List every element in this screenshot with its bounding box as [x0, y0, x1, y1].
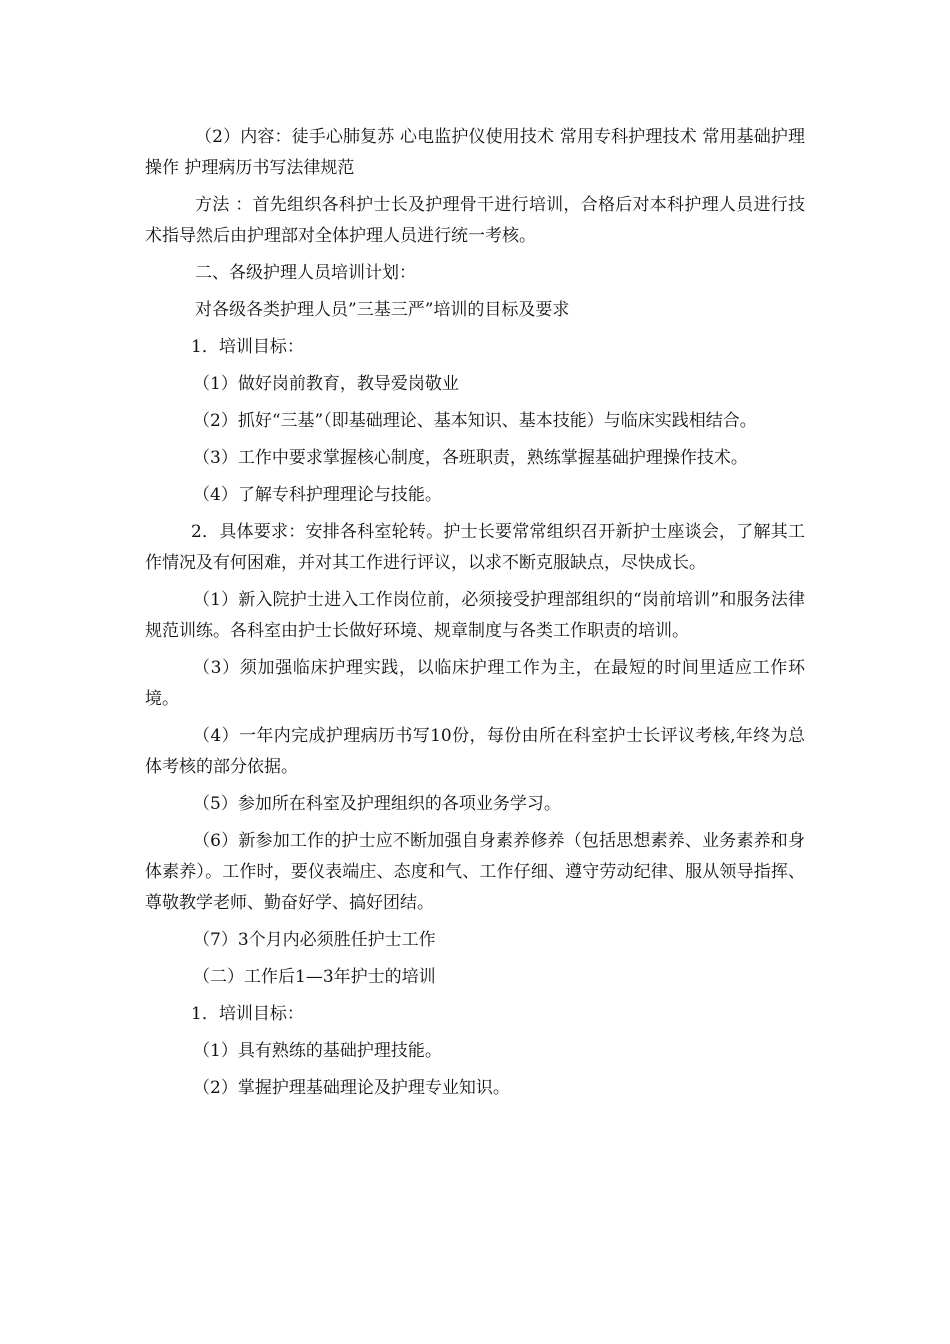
list-item-goal-4: （4）了解专科护理理论与技能。: [193, 485, 442, 505]
section-heading-1-3-year-nurses: （二）工作后1—3年护士的培训: [193, 967, 436, 987]
list-item-requirement-4: （4）一年内完成护理病历书写10份，每份由所在科室护士长评议考核,年终为总体考核的部分依据。: [145, 726, 805, 777]
list-item-skill-1: （1）具有熟练的基础护理技能。: [193, 1041, 442, 1061]
list-item-goal-1: （1）做好岗前教育，教导爱岗敬业: [193, 374, 459, 394]
paragraph-method: 方法 ：首先组织各科护士长及护理骨干进行培训，合格后对本科护理人员进行技术指导然后由护理部对全体护理人员进行统一考核。: [145, 195, 805, 246]
list-item-requirement-5: （5）参加所在科室及护理组织的各项业务学习。: [193, 794, 561, 814]
paragraph-specific-requirements: 2．具体要求：安排各科室轮转。护士长要常常组织召开新护士座谈会，了解其工作情况及有何困难，并对其工作进行评议，以求不断克服缺点，尽快成长。: [145, 522, 805, 573]
paragraph-goals-requirements: 对各级各类护理人员”三基三严”培训的目标及要求: [195, 300, 570, 320]
list-item-goal-2: （2）抓好“三基”（即基础理论、基本知识、基本技能）与临床实践相结合。: [193, 411, 757, 431]
section-heading-training-plan: 二、各级护理人员培训计划：: [195, 263, 416, 283]
subheading-training-goals-2: 1．培训目标：: [191, 1004, 304, 1024]
list-item-requirement-6: （6）新参加工作的护士应不断加强自身素养修养（包括思想素养、业务素养和身体素养）。工作时，要仪表端庄、态度和气、工作仔细、遵守劳动纪律、服从领导指挥、尊敬教学老师、勤奋好学、搞好团结。: [145, 831, 805, 913]
list-item-goal-3: （3）工作中要求掌握核心制度，各班职责，熟练掌握基础护理操作技术。: [193, 448, 748, 468]
document-body: [145, 122, 805, 1110]
list-item-skill-2: （2）掌握护理基础理论及护理专业知识。: [193, 1078, 510, 1098]
list-item-requirement-7: （7）3个月内必须胜任护士工作: [193, 930, 436, 950]
subheading-training-goals: 1．培训目标：: [191, 337, 304, 357]
paragraph-content-list: （2）内容：徒手心肺复苏 心电监护仪使用技术 常用专科护理技术 常用基础护理操作 护理病历书写法律规范: [145, 127, 805, 178]
list-item-requirement-1: （1）新入院护士进入工作岗位前，必须接受护理部组织的“岗前培训”和服务法律规范训练。各科室由护士长做好环境、规章制度与各类工作职责的培训。: [145, 590, 805, 641]
list-item-requirement-3: （3）须加强临床护理实践，以临床护理工作为主，在最短的时间里适应工作环境。: [145, 658, 805, 709]
